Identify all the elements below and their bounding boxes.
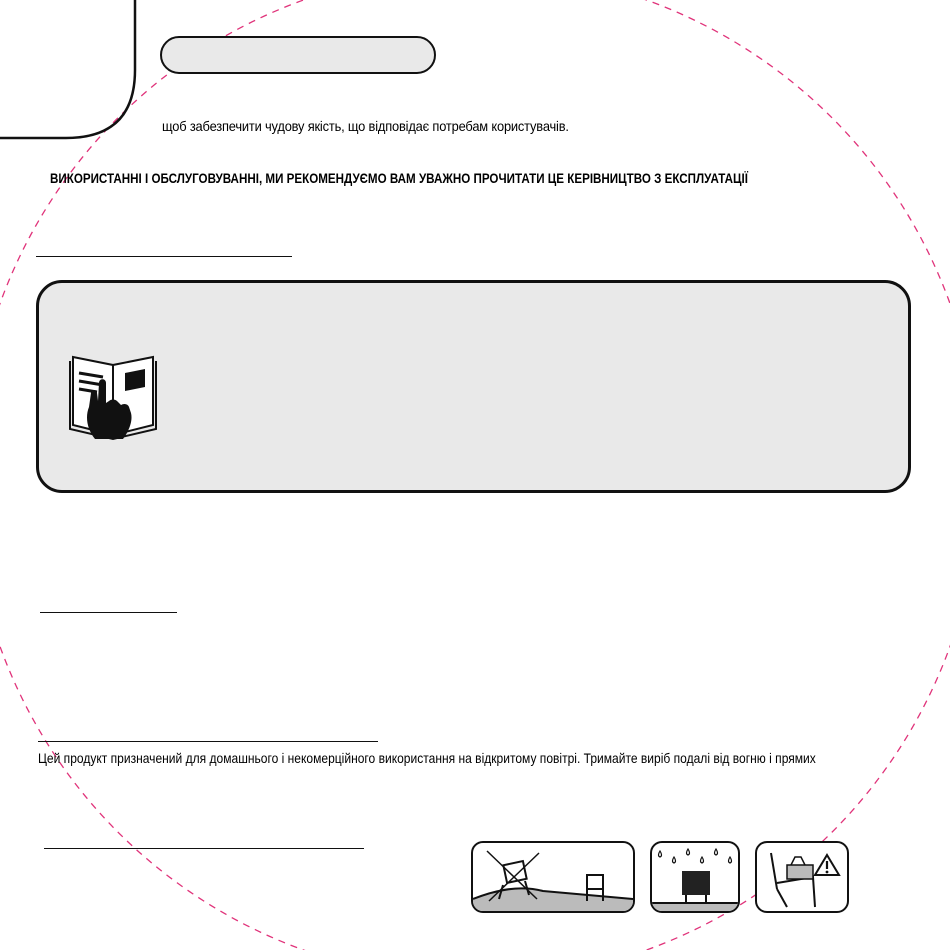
notice-panel	[36, 280, 911, 493]
intro-text: щоб забезпечити чудову якість, що відповідає потребам користувачів.	[162, 118, 569, 134]
chair-warning-pictogram	[755, 841, 849, 913]
read-manual-icon	[67, 343, 163, 443]
title-pill	[160, 36, 436, 74]
tab-corner	[0, 0, 135, 138]
uneven-ground-pictogram	[471, 841, 635, 913]
section-rule-1	[36, 256, 292, 257]
chair-warning-icon	[757, 843, 847, 911]
usage-text: Цей продукт призначений для домашнього і некомерційного використання на відкритому повітрі. Тримайте виріб подалі від вогню і прямих	[38, 750, 816, 766]
section-rule-4	[44, 848, 364, 849]
section-rule-2	[40, 612, 177, 613]
cover-in-rain-icon	[652, 843, 738, 911]
no-uneven-ground-icon	[473, 843, 633, 911]
warning-caps-text: ВИКОРИСТАННІ І ОБСЛУГОВУВАННІ, МИ РЕКОМЕНДУЄМО ВАМ УВАЖНО ПРОЧИТАТИ ЦЕ КЕРІВНИЦТВО З ЕКСПЛУАТАЦІЇ	[50, 171, 748, 186]
section-rule-3	[38, 741, 378, 742]
rain-pictogram	[650, 841, 740, 913]
